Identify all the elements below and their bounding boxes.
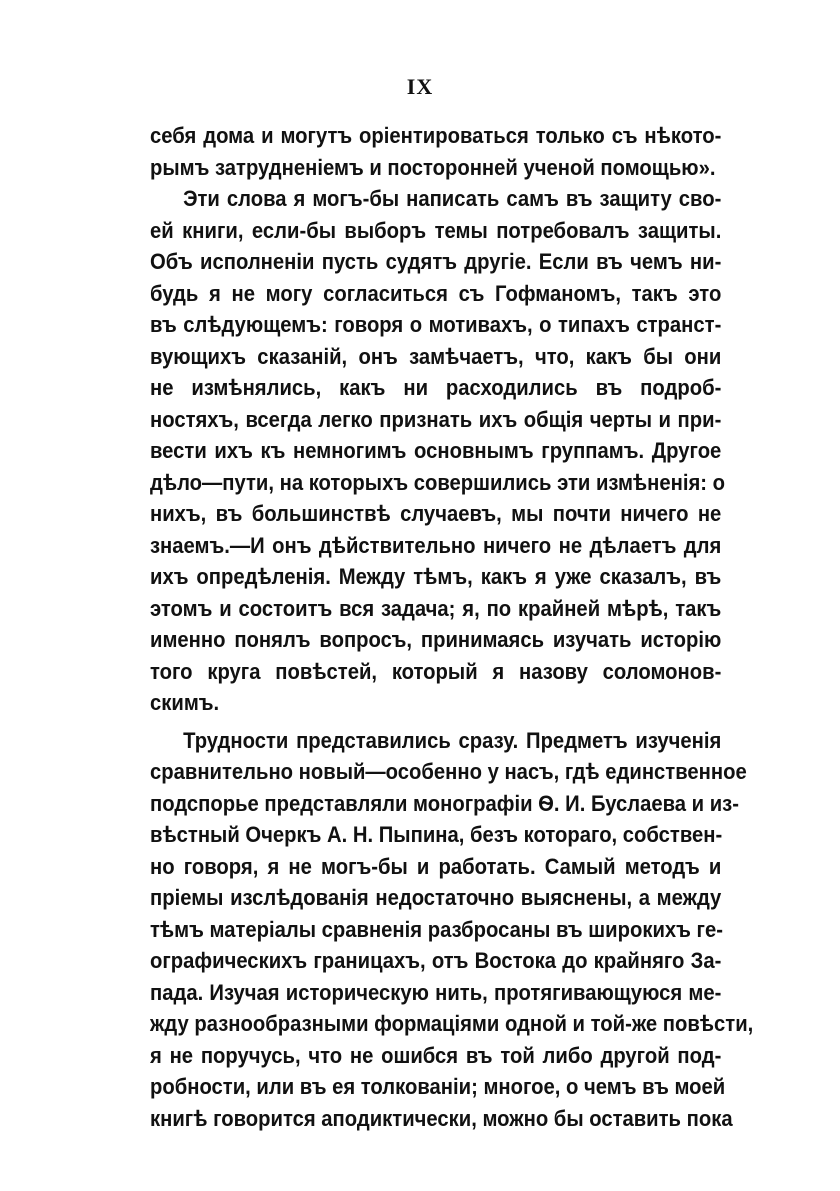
- text-line: ографическихъ границахъ, отъ Востока до крайняго За-: [150, 948, 722, 973]
- text-line: скимъ.: [150, 690, 220, 715]
- text-line: пада. Изучая историческую нить, протягивающуюся ме-: [150, 979, 722, 1005]
- text-line: не измѣнялись, какъ ни расходились въ подроб-: [150, 375, 722, 400]
- text-line: подспорье представляли монографіи Ѳ. И. Буслаева и из-: [150, 790, 739, 816]
- text-line: знаемъ.—И онъ дѣйствительно ничего не дѣлаетъ для: [150, 532, 722, 558]
- text-line: будь я не могу согласиться съ Гофманомъ, такъ это: [150, 280, 722, 306]
- paragraph: [150, 183, 726, 719]
- text-line: вести ихъ къ немногимъ основнымъ группамъ. Другое: [150, 438, 722, 463]
- text-line: тѣмъ матеріалы сравненія разбросаны въ широкихъ ге-: [150, 916, 723, 942]
- text-line: вѣстный Очеркъ А. Н. Пыпина, безъ котораго, собствен-: [150, 822, 723, 847]
- text-line: Трудности представились сразу. Предметъ изученія: [183, 727, 722, 753]
- text-line: себя дома и могутъ оріентироваться только съ нѣкото-: [150, 123, 722, 148]
- paragraph: [150, 725, 754, 1135]
- text-line: но говоря, я не могъ-бы и работать. Самый методъ и: [150, 853, 722, 879]
- body-text: [150, 120, 754, 1134]
- text-line: я не поручусь, что не ошибся въ той либо другой под-: [150, 1042, 722, 1068]
- text-line: Эти слова я могъ-бы написать самъ въ защиту сво-: [183, 186, 722, 211]
- paragraph: [150, 120, 722, 183]
- text-line: вующихъ сказаній, онъ замѣчаетъ, что, какъ бы они: [150, 343, 722, 369]
- text-line: дѣло—пути, на которыхъ совершились эти измѣненія: о: [150, 469, 726, 495]
- text-line: Объ исполненіи пусть судятъ другіе. Если въ чемъ ни-: [150, 249, 722, 274]
- text-line: робности, или въ ея толкованіи; многое, о чемъ въ моей: [150, 1074, 726, 1099]
- text-line: ихъ опредѣленія. Между тѣмъ, какъ я уже сказалъ, въ: [150, 564, 722, 589]
- text-line: въ слѣдующемъ: говоря о мотивахъ, о типахъ странст-: [150, 312, 722, 337]
- text-line: рымъ затрудненіемъ и посторонней ученой помощью».: [150, 154, 716, 180]
- text-line: ностяхъ, всегда легко признать ихъ общія черты и при-: [150, 406, 722, 432]
- text-line: сравнительно новый—особенно у насъ, гдѣ единственное: [150, 759, 747, 784]
- text-line: именно понялъ вопросъ, принимаясь изучать исторію: [150, 627, 722, 652]
- text-line: этомъ и состоитъ вся задача; я, по крайней мѣрѣ, такъ: [150, 595, 722, 621]
- text-line: того круга повѣстей, который я назову соломонов-: [150, 658, 722, 684]
- text-line: пріемы изслѣдованія недостаточно выяснены, а между: [150, 885, 722, 910]
- text-line: жду разнообразными формаціями одной и той-же повѣсти,: [150, 1011, 754, 1036]
- text-line: книгѣ говорится аподиктически, можно бы оставить пока: [150, 1105, 733, 1131]
- text-line: ей книги, если-бы выборъ темы потребовалъ защиты.: [150, 217, 722, 243]
- text-line: нихъ, въ большинствѣ случаевъ, мы почти ничего не: [150, 501, 722, 526]
- page-number: IX: [406, 74, 434, 99]
